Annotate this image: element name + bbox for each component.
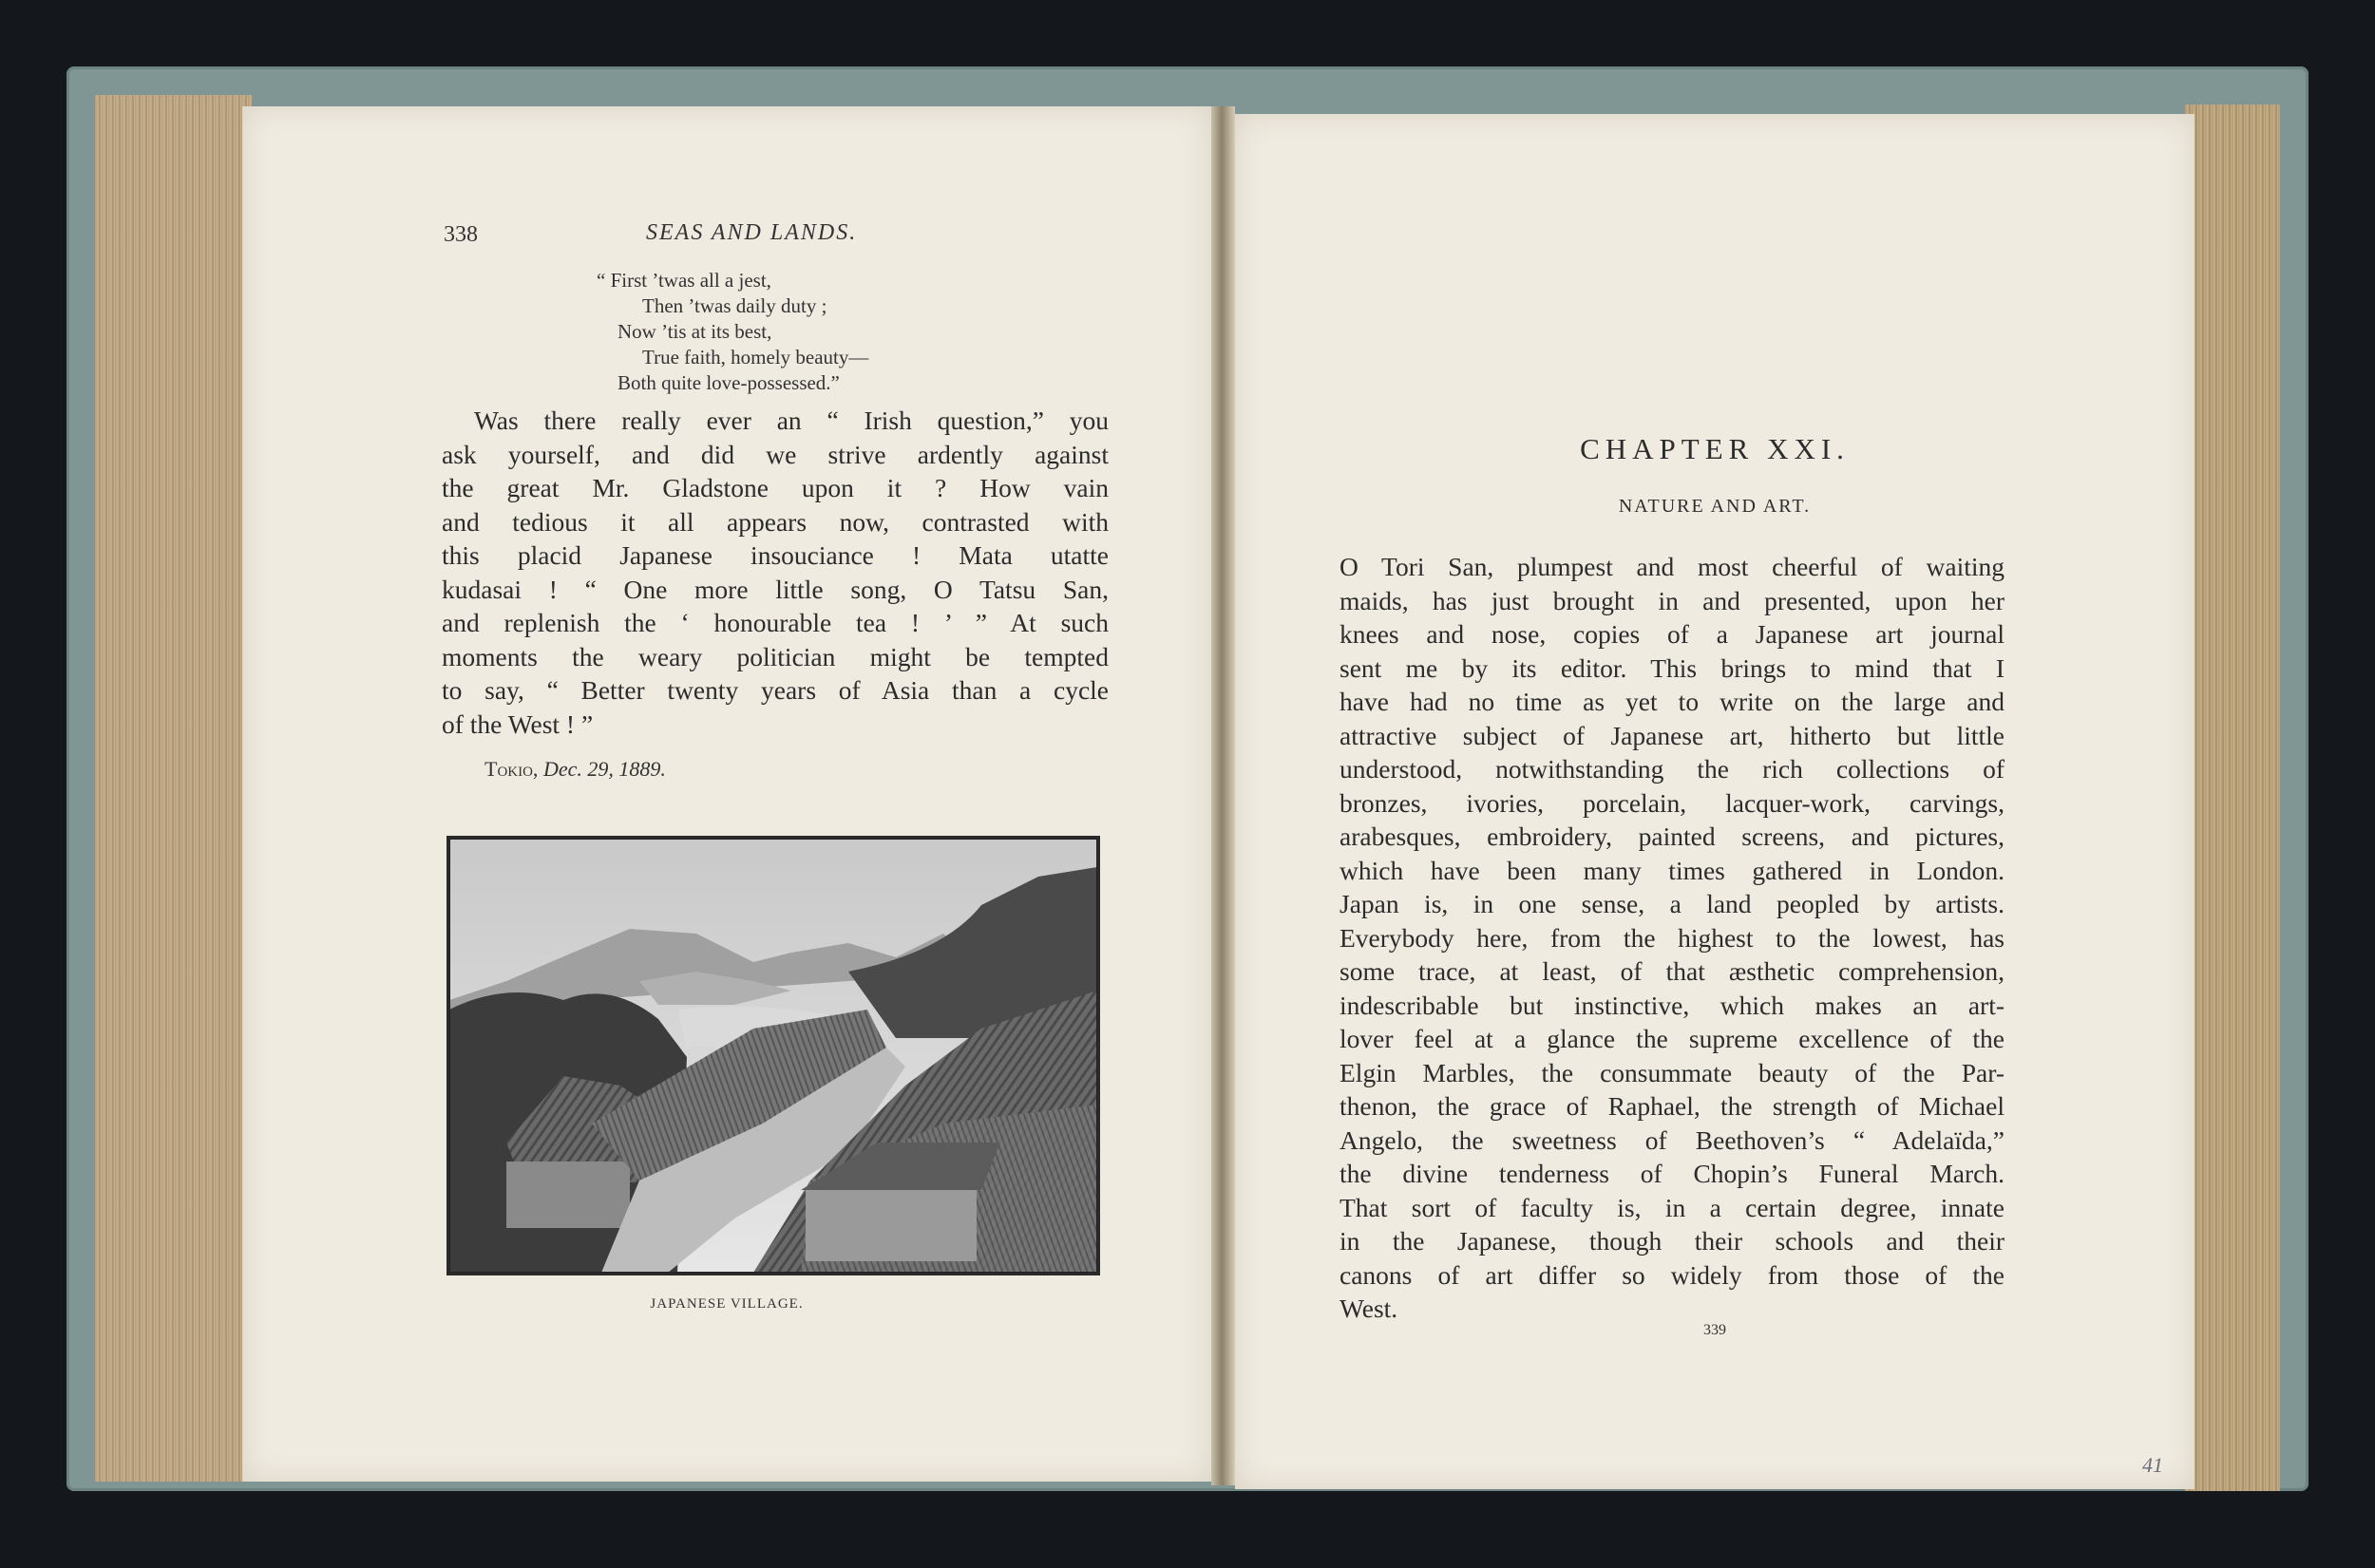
page-number: 339 <box>1703 1322 1726 1338</box>
text-line: moments the weary politician might be tempted <box>442 641 1109 671</box>
text-line: Was there really ever an “ Irish question,” you <box>474 406 1109 435</box>
pencil-annotation: 41 <box>2142 1453 2163 1477</box>
text-line: which have been many times gathered in London. <box>1340 855 2004 885</box>
page-number: 338 <box>444 222 478 247</box>
poem-line: Both quite love-possessed.” <box>618 371 840 394</box>
text-line: Japan is, in one sense, a land peopled by artists. <box>1340 889 2004 918</box>
text-line: maids, has just brought in and presented, upon her <box>1340 585 2004 615</box>
right-page <box>1235 114 2194 1489</box>
poem <box>597 268 868 396</box>
text-line: ask yourself, and did we strive ardently against <box>442 439 1109 469</box>
text-line: arabesques, embroidery, painted screens, and pictures, <box>1340 822 2004 851</box>
right-body-text <box>1340 550 2004 1326</box>
text-line: in the Japanese, though their schools and their <box>1340 1226 2004 1256</box>
book-gutter <box>1211 106 1235 1485</box>
page-edges-left <box>95 95 252 1482</box>
text-line: kudasai ! “ One more little song, O Tatsu San, <box>442 574 1109 604</box>
text-line: the divine tenderness of Chopin’s Funeral March. <box>1340 1159 2004 1188</box>
text-line: thenon, the grace of Raphael, the strength of Michael <box>1340 1091 2004 1121</box>
poem-line: “ First ’twas all a jest, <box>597 269 771 292</box>
text-line: sent me by its editor. This brings to mind that I <box>1340 652 2004 683</box>
text-line: bronzes, ivories, porcelain, lacquer-work, carvings, <box>1340 787 2004 818</box>
text-line: understood, notwithstanding the rich collections of <box>1340 754 2004 784</box>
text-line: of the West ! ” <box>442 708 594 739</box>
poem-line: True faith, homely beauty— <box>642 346 869 368</box>
village-photograph <box>446 836 1100 1275</box>
text-line: and tedious it all appears now, contrasted with <box>442 506 1109 537</box>
photo-caption: JAPANESE VILLAGE. <box>650 1296 804 1312</box>
text-line: Everybody here, from the highest to the lowest, has <box>1340 922 2004 953</box>
text-line: have had no time as yet to write on the large and <box>1340 687 2004 716</box>
text-line: this placid Japanese insouciance ! Mata utatte <box>442 540 1109 570</box>
text-line: West. <box>1340 1294 1398 1323</box>
text-line: attractive subject of Japanese art, hitherto but little <box>1340 720 2004 750</box>
chapter-heading: CHAPTER XXI. <box>1580 432 1850 465</box>
text-line: and replenish the ‘ honourable tea ! ’ ” At such <box>442 608 1109 637</box>
chapter-subtitle: NATURE AND ART. <box>1618 496 1812 517</box>
signoff <box>484 757 666 782</box>
text-line: Angelo, the sweetness of Beethoven’s “ Adelaïda,” <box>1340 1124 2004 1155</box>
text-line: That sort of faculty is, in a certain degree, innate <box>1340 1192 2004 1222</box>
text-line: canons of art differ so widely from those of the <box>1340 1259 2004 1290</box>
text-line: lover feel at a glance the supreme excellence of the <box>1340 1024 2004 1053</box>
text-line: Elgin Marbles, the consummate beauty of the Par- <box>1340 1057 2004 1087</box>
left-page <box>242 106 1211 1482</box>
running-title: SEAS AND LANDS. <box>646 220 858 245</box>
poem-line: Now ’tis at its best, <box>618 320 772 343</box>
page-edges-right <box>2185 104 2280 1491</box>
text-line: indescribable but instinctive, which makes an art- <box>1340 990 2004 1020</box>
left-body-text <box>442 404 1109 741</box>
text-line: knees and nose, copies of a Japanese art journal <box>1340 619 2004 649</box>
signoff-place: Tokio, <box>484 757 539 781</box>
text-line: some trace, at least, of that æsthetic comprehension, <box>1340 956 2004 986</box>
text-line: to say, “ Better twenty years of Asia than a cycle <box>442 675 1109 705</box>
poem-line: Then ’twas daily duty ; <box>642 294 827 317</box>
text-line: O Tori San, plumpest and most cheerful of waiting <box>1340 552 2004 581</box>
text-line: the great Mr. Gladstone upon it ? How vain <box>442 473 1109 502</box>
signoff-date: Dec. 29, 1889. <box>542 757 666 781</box>
